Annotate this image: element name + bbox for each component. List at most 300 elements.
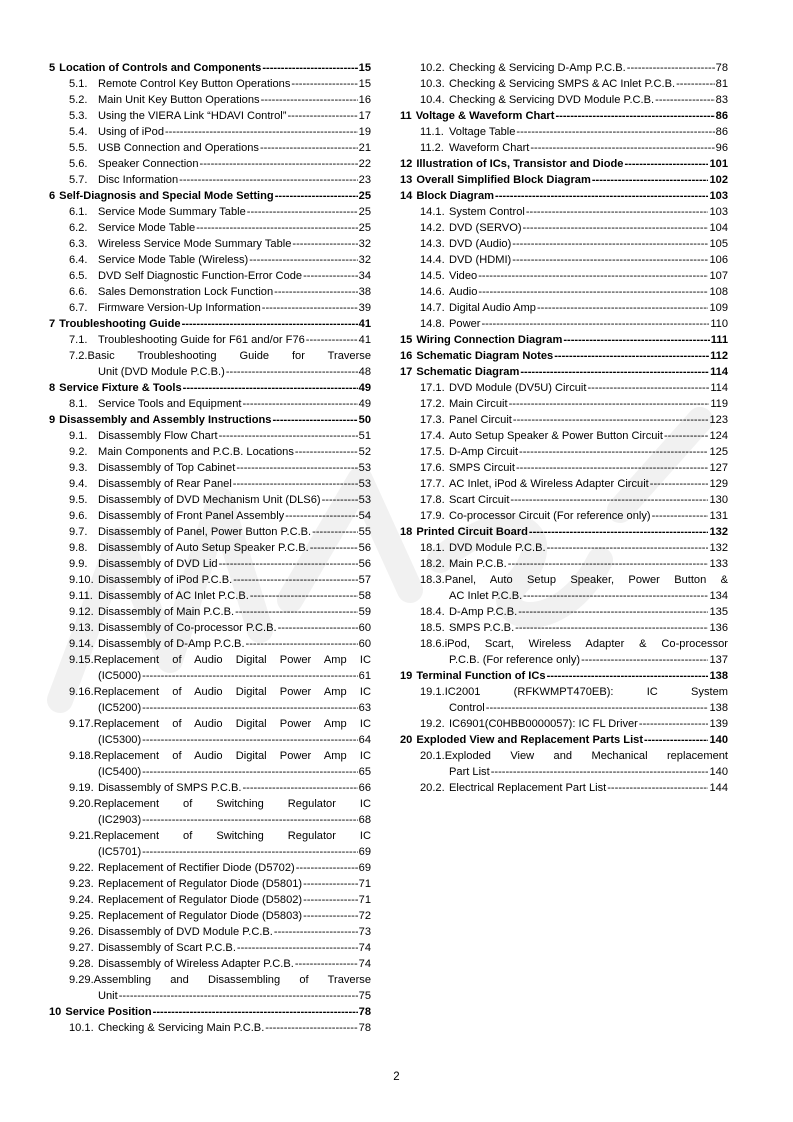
toc-entry-title: Sales Demonstration Lock Function xyxy=(98,286,274,298)
toc-entry-page: 54 xyxy=(358,510,371,522)
toc-entry-page: 16 xyxy=(358,94,371,106)
toc-section-entry[interactable] xyxy=(49,284,371,300)
toc-section-entry[interactable] xyxy=(400,380,728,396)
toc-entry-title: Digital Audio Amp xyxy=(449,302,536,314)
toc-entry-title: Service Tools and Equipment xyxy=(98,398,242,410)
toc-entry-number: 17.9. xyxy=(420,510,445,522)
toc-entry-number: 17.1. xyxy=(420,382,445,394)
toc-dot-leader xyxy=(142,812,357,828)
toc-section-entry[interactable] xyxy=(49,156,371,172)
toc-entry-page: 78 xyxy=(358,1006,371,1018)
toc-entry-number: 17.3. xyxy=(420,414,445,426)
toc-entry-page: 140 xyxy=(709,734,728,746)
toc-entry-page: 63 xyxy=(358,702,371,714)
toc-section-entry[interactable] xyxy=(400,780,728,796)
toc-dot-leader xyxy=(235,604,358,620)
toc-entry-page: 21 xyxy=(358,142,371,154)
toc-entry-title: Location of Controls and Components xyxy=(59,62,262,74)
toc-entry-page: 38 xyxy=(358,286,371,298)
toc-entry-title: Basic Troubleshooting Guide for Traverse xyxy=(87,350,371,362)
toc-section-entry[interactable] xyxy=(400,684,728,716)
toc-entry-title: Wireless Service Mode Summary Table xyxy=(98,238,292,250)
toc-entry-page: 112 xyxy=(710,350,728,362)
toc-dot-leader xyxy=(278,620,358,636)
toc-section-entry[interactable] xyxy=(49,492,371,508)
toc-section-entry[interactable] xyxy=(400,620,728,636)
toc-section-entry[interactable] xyxy=(49,268,371,284)
toc-section-entry[interactable] xyxy=(49,396,371,412)
toc-entry-title: DVD Module (DV5U) Circuit xyxy=(449,382,587,394)
toc-dot-leader xyxy=(644,732,708,748)
toc-entry-title: Panel Circuit xyxy=(449,414,512,426)
toc-section-entry[interactable] xyxy=(400,540,728,556)
toc-section-entry[interactable] xyxy=(49,524,371,540)
toc-section-entry[interactable] xyxy=(400,556,728,572)
toc-entry-title: IC6901(C0HBB0000057): IC FL Driver xyxy=(449,718,638,730)
toc-section-entry[interactable] xyxy=(400,92,728,108)
toc-entry-title: Disc Information xyxy=(98,174,179,186)
toc-entry-page: 104 xyxy=(709,222,728,234)
toc-entry-page: 130 xyxy=(709,494,728,506)
toc-section-entry[interactable] xyxy=(400,716,728,732)
toc-entry-title: Overall Simplified Block Diagram xyxy=(416,174,591,186)
toc-entry-page: 125 xyxy=(709,446,728,458)
toc-entry-page: 68 xyxy=(358,814,371,826)
toc-section-entry[interactable] xyxy=(400,492,728,508)
toc-dot-leader xyxy=(587,380,709,396)
toc-entry-title: Using the VIERA Link “HDAVI Control” xyxy=(98,110,287,122)
toc-entry-page: 140 xyxy=(709,766,728,778)
toc-chapter-entry[interactable] xyxy=(400,524,728,540)
toc-section-entry[interactable] xyxy=(49,444,371,460)
toc-entry-title: Replacement of Regulator Diode (D5803) xyxy=(98,910,303,922)
toc-dot-leader xyxy=(303,908,358,924)
toc-section-entry[interactable] xyxy=(49,572,371,588)
toc-entry-page: 23 xyxy=(358,174,371,186)
toc-entry-number: 8 xyxy=(49,382,56,394)
toc-entry-title: Wiring Connection Diagram xyxy=(416,334,563,346)
toc-entry-number: 11 xyxy=(400,110,412,122)
toc-entry-number: 9.4. xyxy=(69,478,88,490)
toc-entry-page: 56 xyxy=(358,558,371,570)
toc-section-entry[interactable] xyxy=(49,124,371,140)
toc-entry-title: Replacement of Switching Regulator IC xyxy=(93,830,371,842)
toc-dot-leader xyxy=(607,780,708,796)
toc-section-entry[interactable] xyxy=(49,780,371,796)
toc-dot-leader xyxy=(153,1004,358,1020)
toc-section-entry[interactable] xyxy=(400,476,728,492)
toc-entry-page: 58 xyxy=(358,590,371,602)
toc-section-entry[interactable] xyxy=(49,588,371,604)
toc-section-entry[interactable] xyxy=(49,748,371,780)
toc-entry-title: Audio xyxy=(449,286,478,298)
toc-section-entry[interactable] xyxy=(49,956,371,972)
toc-section-entry[interactable] xyxy=(49,508,371,524)
toc-section-entry[interactable] xyxy=(49,252,371,268)
toc-entry-page: 86 xyxy=(715,126,728,138)
toc-entry-number: 10.2. xyxy=(420,62,445,74)
toc-chapter-entry[interactable] xyxy=(49,380,371,396)
toc-entry-page: 32 xyxy=(358,238,371,250)
toc-chapter-entry[interactable] xyxy=(49,188,371,204)
toc-section-entry[interactable] xyxy=(49,348,371,380)
toc-section-entry[interactable] xyxy=(49,876,371,892)
toc-dot-leader xyxy=(312,524,358,540)
toc-entry-number: 9.18. xyxy=(69,750,94,762)
toc-entry-title: Power xyxy=(449,318,481,330)
toc-entry-title: Replacement of Regulator Diode (D5801) xyxy=(98,878,303,890)
toc-chapter-entry[interactable] xyxy=(400,364,728,380)
toc-entry-number: 5.3. xyxy=(69,110,88,122)
toc-dot-leader xyxy=(322,492,358,508)
toc-dot-leader xyxy=(246,636,358,652)
toc-entry-title: Checking & Servicing DVD Module P.C.B. xyxy=(449,94,655,106)
toc-entry-page: 39 xyxy=(358,302,371,314)
toc-entry-title: Service Mode Table xyxy=(98,222,196,234)
toc-section-entry[interactable] xyxy=(400,60,728,76)
toc-entry-number: 9.5. xyxy=(69,494,88,506)
toc-dot-leader xyxy=(655,92,715,108)
toc-chapter-entry[interactable] xyxy=(400,172,728,188)
toc-section-entry[interactable] xyxy=(400,748,728,780)
toc-entry-page: 101 xyxy=(709,158,728,170)
toc-entry-number: 18.1. xyxy=(420,542,445,554)
toc-dot-leader xyxy=(481,316,709,332)
toc-entry-title: Voltage & Waveform Chart xyxy=(415,110,555,122)
toc-entry-page: 136 xyxy=(709,622,728,634)
toc-section-entry[interactable] xyxy=(49,972,371,1004)
toc-chapter-entry[interactable] xyxy=(49,316,371,332)
toc-entry-number: 6.5. xyxy=(69,270,88,282)
toc-entry-title: Exploded View and Replacement Parts List xyxy=(416,734,644,746)
toc-section-entry[interactable] xyxy=(49,908,371,924)
toc-entry-page: 109 xyxy=(709,302,728,314)
toc-section-entry[interactable] xyxy=(400,396,728,412)
toc-dot-leader xyxy=(516,460,709,476)
toc-section-entry[interactable] xyxy=(49,476,371,492)
toc-dot-leader xyxy=(508,556,709,572)
toc-dot-leader xyxy=(547,668,709,684)
toc-entry-title: Disassembly of iPod P.C.B. xyxy=(98,574,233,586)
toc-section-entry[interactable] xyxy=(49,460,371,476)
toc-entry-page: 114 xyxy=(710,382,728,394)
toc-section-entry[interactable] xyxy=(49,924,371,940)
toc-chapter-entry[interactable] xyxy=(400,732,728,748)
toc-entry-title: Main Components and P.C.B. Locations xyxy=(98,446,294,458)
toc-section-entry[interactable] xyxy=(49,172,371,188)
toc-section-entry[interactable] xyxy=(400,236,728,252)
toc-entry-title: Service Fixture & Tools xyxy=(59,382,182,394)
toc-chapter-entry[interactable] xyxy=(400,156,728,172)
toc-entry-number: 5.4. xyxy=(69,126,88,138)
toc-entry-page: 61 xyxy=(358,670,371,682)
toc-chapter-entry[interactable] xyxy=(49,1004,371,1020)
toc-section-entry[interactable] xyxy=(400,140,728,156)
toc-section-entry[interactable] xyxy=(400,572,728,604)
toc-entry-page: 69 xyxy=(358,862,371,874)
toc-entry-page: 83 xyxy=(715,94,728,106)
toc-entry-title: SMPS Circuit xyxy=(449,462,515,474)
toc-dot-leader xyxy=(537,300,709,316)
toc-section-entry[interactable] xyxy=(400,604,728,620)
toc-dot-leader xyxy=(242,396,357,412)
toc-section-entry[interactable] xyxy=(400,444,728,460)
toc-entry-title: Disassembly of Main P.C.B. xyxy=(98,606,235,618)
toc-entry-title: DVD (HDMI) xyxy=(449,254,512,266)
toc-entry-number: 14.2. xyxy=(420,222,445,234)
toc-section-entry[interactable] xyxy=(49,860,371,876)
toc-chapter-entry[interactable] xyxy=(400,332,728,348)
toc-entry-title-continued: Part List xyxy=(449,766,490,778)
toc-entry-title: Disassembly of Scart P.C.B. xyxy=(98,942,236,954)
toc-entry-title: Block Diagram xyxy=(416,190,495,202)
toc-entry-number: 9.8. xyxy=(69,542,88,554)
toc-section-entry[interactable] xyxy=(49,236,371,252)
toc-entry-number: 11.2. xyxy=(420,142,444,154)
toc-entry-number: 9.28. xyxy=(69,958,94,970)
toc-entry-page: 34 xyxy=(358,270,371,282)
toc-entry-title: Checking & Servicing Main P.C.B. xyxy=(98,1022,265,1034)
toc-dot-leader xyxy=(226,364,358,380)
toc-section-entry[interactable] xyxy=(49,716,371,748)
toc-section-entry[interactable] xyxy=(400,268,728,284)
toc-entry-title: Speaker Connection xyxy=(98,158,199,170)
toc-entry-page: 25 xyxy=(358,222,371,234)
toc-dot-leader xyxy=(265,1020,357,1036)
toc-entry-number: 17.2. xyxy=(420,398,445,410)
toc-dot-leader xyxy=(142,668,357,684)
toc-entry-page: 64 xyxy=(358,734,371,746)
toc-entry-number: 12 xyxy=(400,158,413,170)
toc-section-entry[interactable] xyxy=(49,604,371,620)
toc-entry-title: Disassembly Flow Chart xyxy=(98,430,218,442)
toc-section-entry[interactable] xyxy=(400,220,728,236)
toc-entry-title: Disassembly of AC Inlet P.C.B. xyxy=(98,590,249,602)
toc-dot-leader xyxy=(272,412,357,428)
toc-entry-title: Disassembly of Auto Setup Speaker P.C.B. xyxy=(98,542,309,554)
toc-section-entry[interactable] xyxy=(400,252,728,268)
toc-entry-page: 52 xyxy=(358,446,371,458)
toc-section-entry[interactable] xyxy=(400,300,728,316)
toc-entry-title-continued: (IC5400) xyxy=(98,766,142,778)
toc-entry-number: 9.21. xyxy=(69,830,94,842)
toc-section-entry[interactable] xyxy=(49,428,371,444)
toc-entry-number: 17.8. xyxy=(420,494,445,506)
toc-entry-title: Replacement of Audio Digital Power Amp IC xyxy=(93,718,371,730)
toc-entry-title: Disassembly of SMPS P.C.B. xyxy=(98,782,242,794)
toc-entry-page: 50 xyxy=(358,414,371,426)
toc-section-entry[interactable] xyxy=(49,828,371,860)
toc-entry-page: 32 xyxy=(358,254,371,266)
toc-dot-leader xyxy=(512,236,708,252)
toc-entry-title: Schematic Diagram Notes xyxy=(416,350,554,362)
toc-entry-page: 133 xyxy=(709,558,728,570)
toc-section-entry[interactable] xyxy=(49,796,371,828)
toc-entry-number: 17.5. xyxy=(420,446,445,458)
toc-entry-page: 124 xyxy=(709,430,728,442)
toc-dot-leader xyxy=(200,156,358,172)
toc-entry-page: 102 xyxy=(709,174,728,186)
toc-entry-page: 60 xyxy=(358,622,371,634)
toc-section-entry[interactable] xyxy=(400,124,728,140)
toc-entry-page: 49 xyxy=(358,382,371,394)
toc-entry-number: 9.13. xyxy=(69,622,94,634)
toc-chapter-entry[interactable] xyxy=(400,108,728,124)
toc-entry-title: Disassembly of Rear Panel xyxy=(98,478,232,490)
toc-dot-leader xyxy=(196,220,357,236)
toc-left-column xyxy=(49,60,371,1036)
toc-entry-title: Illustration of ICs, Transistor and Diode xyxy=(416,158,624,170)
toc-chapter-entry[interactable] xyxy=(400,348,728,364)
toc-section-entry[interactable] xyxy=(49,220,371,236)
toc-entry-page: 138 xyxy=(709,670,728,682)
toc-section-entry[interactable] xyxy=(400,284,728,300)
toc-entry-title: Disassembly of D-Amp P.C.B. xyxy=(98,638,245,650)
toc-entry-number: 9.11. xyxy=(69,590,93,602)
toc-entry-title: Main Circuit xyxy=(449,398,508,410)
toc-entry-number: 9.16. xyxy=(69,686,94,698)
toc-entry-title-continued: (IC5300) xyxy=(98,734,142,746)
toc-entry-number: 20.2. xyxy=(420,782,445,794)
toc-entry-page: 15 xyxy=(358,78,371,90)
toc-dot-leader xyxy=(219,428,358,444)
toc-section-entry[interactable] xyxy=(49,140,371,156)
toc-entry-page: 69 xyxy=(358,846,371,858)
toc-entry-number: 9.20. xyxy=(69,798,94,810)
toc-dot-leader xyxy=(260,140,358,156)
toc-entry-title: Disassembly of Panel, Power Button P.C.B. xyxy=(98,526,312,538)
toc-entry-number: 19.2. xyxy=(420,718,445,730)
toc-entry-number: 14.5. xyxy=(420,270,445,282)
toc-dot-leader xyxy=(530,140,714,156)
toc-dot-leader xyxy=(486,700,709,716)
toc-chapter-entry[interactable] xyxy=(400,668,728,684)
toc-section-entry[interactable] xyxy=(400,428,728,444)
toc-section-entry[interactable] xyxy=(49,1020,371,1036)
toc-entry-page: 139 xyxy=(709,718,728,730)
toc-section-entry[interactable] xyxy=(400,460,728,476)
toc-chapter-entry[interactable] xyxy=(49,60,371,76)
toc-entry-number: 19 xyxy=(400,670,413,682)
toc-section-entry[interactable] xyxy=(49,892,371,908)
toc-entry-number: 9.22. xyxy=(69,862,94,874)
page-number: 2 xyxy=(393,1071,400,1083)
toc-entry-title: Disassembly and Assembly Instructions xyxy=(59,414,272,426)
toc-section-entry[interactable] xyxy=(49,620,371,636)
toc-entry-page: 105 xyxy=(709,238,728,250)
toc-section-entry[interactable] xyxy=(49,332,371,348)
toc-entry-title: Service Position xyxy=(65,1006,152,1018)
toc-entry-page: 132 xyxy=(709,542,728,554)
toc-dot-leader xyxy=(247,204,358,220)
toc-entry-title: Self-Diagnosis and Special Mode Setting xyxy=(59,190,274,202)
toc-entry-title: Disassembly of DVD Mechanism Unit (DLS6) xyxy=(98,494,321,506)
toc-entry-number: 18.3. xyxy=(420,574,445,586)
toc-entry-number: 9.1. xyxy=(69,430,88,442)
toc-section-entry[interactable] xyxy=(400,76,728,92)
toc-entry-title: Checking & Servicing D-Amp P.C.B. xyxy=(449,62,626,74)
toc-section-entry[interactable] xyxy=(49,76,371,92)
toc-chapter-entry[interactable] xyxy=(49,412,371,428)
toc-entry-page: 41 xyxy=(358,334,371,346)
toc-entry-number: 9.2. xyxy=(69,446,88,458)
toc-dot-leader xyxy=(529,524,709,540)
toc-section-entry[interactable] xyxy=(49,652,371,684)
toc-entry-number: 9.25. xyxy=(69,910,94,922)
toc-entry-number: 5.1. xyxy=(69,78,88,90)
toc-entry-number: 17.4. xyxy=(420,430,445,442)
toc-section-entry[interactable] xyxy=(400,204,728,220)
toc-entry-title-continued: Unit xyxy=(98,990,118,1002)
toc-chapter-entry[interactable] xyxy=(400,188,728,204)
toc-entry-number: 10.1. xyxy=(69,1022,94,1034)
toc-entry-number: 5.7. xyxy=(69,174,88,186)
toc-entry-title: Scart Circuit xyxy=(449,494,510,506)
toc-section-entry[interactable] xyxy=(49,940,371,956)
toc-entry-page: 103 xyxy=(709,206,728,218)
toc-dot-leader xyxy=(261,92,358,108)
toc-entry-number: 18 xyxy=(400,526,413,538)
toc-section-entry[interactable] xyxy=(49,300,371,316)
toc-section-entry[interactable] xyxy=(49,108,371,124)
toc-entry-page: 86 xyxy=(715,110,728,122)
toc-entry-page: 114 xyxy=(710,366,728,378)
toc-entry-number: 9.3. xyxy=(69,462,88,474)
toc-dot-leader xyxy=(513,412,709,428)
toc-dot-leader xyxy=(555,108,714,124)
toc-section-entry[interactable] xyxy=(49,540,371,556)
toc-entry-title-continued: (IC2903) xyxy=(98,814,142,826)
toc-entry-page: 71 xyxy=(358,894,371,906)
toc-entry-number: 18.2. xyxy=(420,558,445,570)
toc-entry-title: D-Amp Circuit xyxy=(449,446,519,458)
toc-entry-number: 13 xyxy=(400,174,413,186)
toc-entry-page: 75 xyxy=(358,990,371,1002)
toc-entry-number: 9.19. xyxy=(69,782,94,794)
toc-entry-title: DVD (SERVO) xyxy=(449,222,522,234)
toc-dot-leader xyxy=(510,492,708,508)
toc-section-entry[interactable] xyxy=(400,636,728,668)
toc-entry-page: 71 xyxy=(358,878,371,890)
toc-section-entry[interactable] xyxy=(49,636,371,652)
toc-entry-number: 9.26. xyxy=(69,926,94,938)
toc-entry-page: 108 xyxy=(709,286,728,298)
toc-entry-page: 41 xyxy=(358,318,371,330)
toc-entry-title: Exploded View and Mechanical replacement xyxy=(444,750,728,762)
toc-section-entry[interactable] xyxy=(49,204,371,220)
toc-entry-title: Firmware Version-Up Information xyxy=(98,302,261,314)
toc-entry-title-continued: (IC5701) xyxy=(98,846,142,858)
toc-section-entry[interactable] xyxy=(400,412,728,428)
toc-entry-number: 17.6. xyxy=(420,462,445,474)
toc-entry-title: Disassembly of Front Panel Assembly xyxy=(98,510,285,522)
toc-right-column xyxy=(400,60,728,796)
toc-entry-number: 9.12. xyxy=(69,606,94,618)
toc-dot-leader xyxy=(249,252,357,268)
toc-section-entry[interactable] xyxy=(49,684,371,716)
toc-dot-leader xyxy=(142,844,357,860)
toc-section-entry[interactable] xyxy=(49,92,371,108)
toc-entry-page: 15 xyxy=(358,62,371,74)
toc-entry-page: 129 xyxy=(709,478,728,490)
toc-entry-page: 19 xyxy=(358,126,371,138)
toc-section-entry[interactable] xyxy=(49,556,371,572)
toc-section-entry[interactable] xyxy=(400,508,728,524)
toc-entry-title: Replacement of Audio Digital Power Amp IC xyxy=(93,654,371,666)
toc-dot-leader xyxy=(547,540,709,556)
toc-section-entry[interactable] xyxy=(400,316,728,332)
toc-entry-title: Waveform Chart xyxy=(449,142,530,154)
